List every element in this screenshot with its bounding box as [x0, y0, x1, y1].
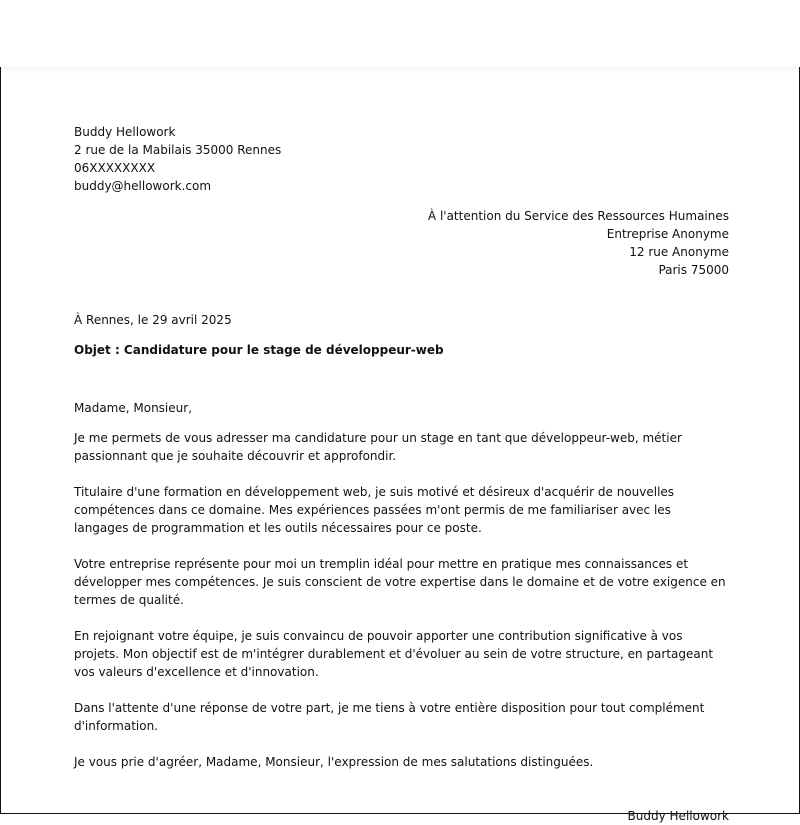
recipient-block	[74, 207, 729, 279]
recipient-attention: À l'attention du Service des Ressources Humaines	[427, 209, 729, 223]
sender-name: Buddy Hellowork	[74, 125, 176, 139]
date-line: À Rennes, le 29 avril 2025	[74, 313, 232, 327]
recipient-street: 12 rue Anonyme	[629, 245, 729, 259]
sender-block	[74, 123, 729, 195]
subject-line: Objet : Candidature pour le stage de développeur-web	[74, 343, 444, 357]
paragraph: Dans l'attente d'une réponse de votre part, je me tiens à votre entière disposition pour tout complément d'information.	[74, 701, 705, 733]
sender-email: buddy@hellowork.com	[74, 179, 212, 193]
letter-page	[0, 58, 800, 823]
sender-address: 2 rue de la Mabilais 35000 Rennes	[74, 143, 282, 157]
recipient-city: Paris 75000	[658, 263, 729, 277]
paragraph: Votre entreprise représente pour moi un tremplin idéal pour mettre en pratique mes connaissances et développer mes compétences. Je suis conscient de votre expertise dans le domaine et de votre exigence en termes de qualité.	[74, 557, 726, 607]
paragraph: Titulaire d'une formation en développement web, je suis motivé et désireux d'acquérir de nouvelles compétences dans ce domaine. Mes expériences passées m'ont permis de me familiariser avec les langages de programmation et les outils nécessaires pour ce poste.	[74, 485, 675, 535]
paragraph: En rejoignant votre équipe, je suis convaincu de pouvoir apporter une contribution significative à vos projets. Mon objectif est de m'intégrer durablement et d'évoluer au sein de votre structure, en partageant vos valeurs d'excellence et d'innovation.	[74, 629, 714, 679]
sender-phone: 06XXXXXXXX	[74, 161, 156, 175]
closing-paragraph: Je vous prie d'agréer, Madame, Monsieur, l'expression de mes salutations distinguées.	[74, 755, 594, 769]
salutation: Madame, Monsieur,	[74, 401, 193, 415]
recipient-company: Entreprise Anonyme	[606, 227, 729, 241]
letter-body	[74, 123, 729, 825]
paragraph: Je me permets de vous adresser ma candidature pour un stage en tant que développeur-web, métier passionnant que je souhaite découvrir et approfondir.	[74, 431, 682, 463]
top-bar	[0, 0, 800, 67]
signature: Buddy Hellowork	[627, 809, 729, 823]
